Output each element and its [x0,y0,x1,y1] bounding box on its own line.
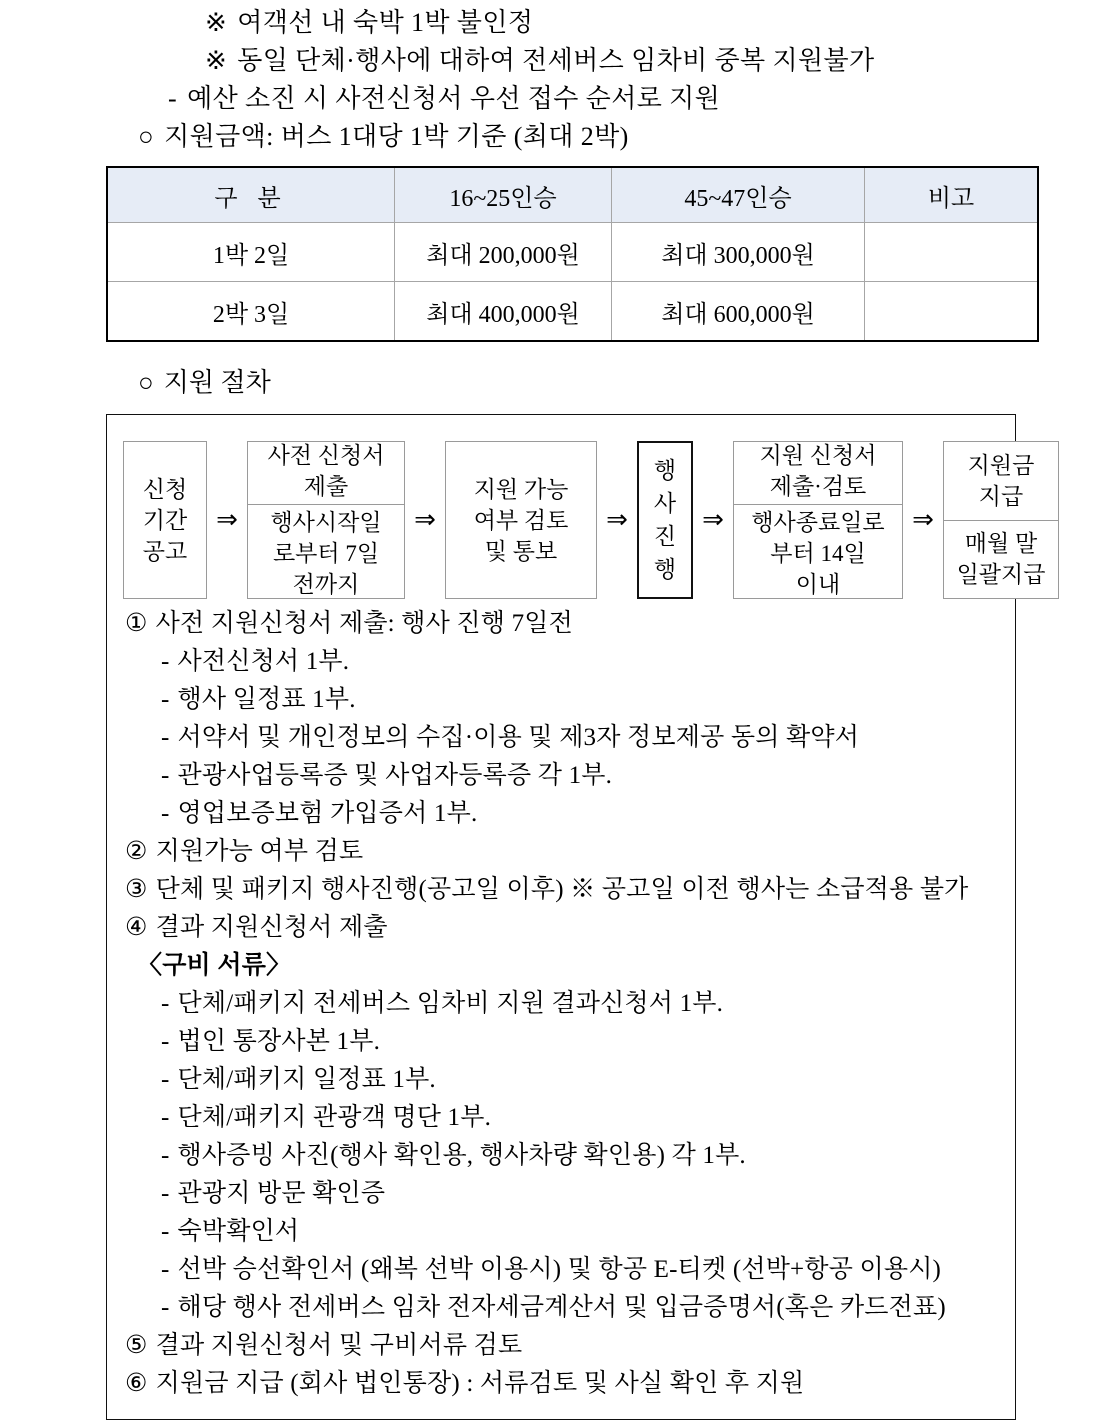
flow-box-line: 사 [653,491,677,516]
reference-mark-icon: ※ [205,46,228,75]
table-header-row [107,167,1038,223]
flow-box-line: 여부 검토 [473,507,569,533]
flow-arrow-icon: ⇒ [912,505,934,535]
flow-arrow-icon: ⇒ [216,505,238,535]
flow-box-line: 지급 [978,483,1024,509]
note-text: 예산 소진 시 사전신청서 우선 접수 순서로 지원 [187,84,721,113]
procedure-sub-item [119,1251,1003,1289]
procedure-step-text: 지원금 지급 (회사 법인통장) : 서류검토 및 사실 확인 후 지원 [155,1370,805,1397]
table-body [107,223,1038,342]
flow-box-line: 행 [653,458,677,483]
flow-box-cell [944,442,1058,520]
dash-marker-icon: - [161,724,170,751]
note-line [0,80,1116,118]
procedure-sub-item [119,1061,1003,1099]
procedure-steps-list [119,605,1003,1403]
flow-box-line: 이내 [795,572,841,597]
procedure-step-text: 선박 승선확인서 (왜복 선박 이용시) 및 항공 E-티켓 (선박+항공 이용시) [177,1256,942,1283]
procedure-step-text: 단체/패키지 전세버스 임차비 지원 결과신청서 1부. [177,990,724,1017]
procedure-step-text: 영업보증보험 가입증서 1부. [177,800,478,827]
table-row [107,282,1038,342]
procedure-heading [0,364,1116,402]
table-cell: 2박 3일 [107,282,395,342]
table-cell [865,223,1039,282]
flow-box-line: 지원 신청서 [759,443,877,468]
circled-number-icon: ② [125,838,148,865]
note-line [0,4,1116,42]
dash-marker-icon: - [161,762,170,789]
procedure-step-item [119,1365,1003,1403]
procedure-step-text: 단체/패키지 일정표 1부. [177,1066,436,1093]
procedure-step-text: 결과 지원신청서 제출 [155,914,388,941]
dash-marker-icon: - [161,1256,170,1283]
flow-box-line: 지원 가능 [473,476,569,502]
note-line [0,42,1116,80]
flow-box-subsidy-payment [943,441,1059,599]
flow-box-line: 지원금 [967,452,1035,478]
procedure-step-text: 법인 통장사본 1부. [177,1028,381,1055]
table-header [107,167,1038,223]
dash-marker-icon: - [161,1180,170,1207]
flow-box-cell [734,504,902,602]
notes-section [0,0,1116,156]
note-line [0,118,1116,156]
flow-box-line: 제출·검토 [769,474,867,499]
procedure-sub-item [119,1023,1003,1061]
procedure-step-text: 〈구비 서류〉 [137,952,292,979]
procedure-heading-text: 지원 절차 [163,368,271,397]
dash-marker-icon: - [161,1294,170,1321]
procedure-sub-item [119,719,1003,757]
circle-marker-icon: ○ [138,122,155,151]
dash-marker-icon: - [161,1104,170,1131]
flow-box-cell [944,520,1058,599]
flow-box-eligibility-review [445,441,597,599]
note-text: 지원금액: 버스 1대당 1박 기준 (최대 2박) [164,122,629,151]
flow-box-line: 기간 [142,507,188,533]
procedure-step-text: 서약서 및 개인정보의 수집·이용 및 제3자 정보제공 동의 확약서 [177,724,860,751]
table-header-cell-16-25: 16~25인승 [395,167,612,223]
flow-box-line: 행사종료일로 [751,510,885,535]
circle-marker-icon: ○ [138,368,154,397]
flow-box-cell [446,442,596,598]
circled-number-icon: ⑤ [125,1332,148,1359]
flow-box-line: 매월 말 [964,531,1038,557]
reference-mark-icon: ※ [205,8,228,37]
procedure-sub-item [119,681,1003,719]
procedure-step-text: 숙박확인서 [177,1218,300,1245]
flow-box-application-period-notice [123,441,207,599]
note-text: 여객선 내 숙박 1박 불인정 [237,8,534,37]
procedure-sub-item [119,1289,1003,1327]
procedure-step-text: 행사 일정표 1부. [177,686,356,713]
table-header-cell-remarks: 비고 [865,167,1039,223]
table-cell: 최대 600,000원 [612,282,865,342]
dash-marker-icon: - [161,1028,170,1055]
dash-marker-icon: - [161,648,170,675]
table-cell: 최대 400,000원 [395,282,612,342]
flow-box-line: 및 통보 [484,538,558,564]
required-documents-heading [119,947,1003,985]
circled-number-icon: ④ [125,914,148,941]
table-header-cell-division: 구 분 [107,167,395,223]
flow-box-line: 제출 [303,474,349,499]
flow-box-line: 부터 14일 [770,541,866,566]
procedure-step-text: 사전 지원신청서 제출: 행사 진행 7일전 [155,610,573,637]
flow-arrow-icon: ⇒ [606,505,628,535]
note-text: 동일 단체·행사에 대하여 전세버스 임차비 중복 지원불가 [237,46,875,75]
table-cell: 최대 200,000원 [395,223,612,282]
flow-box-line: 신청 [142,476,188,502]
procedure-step-item [119,605,1003,643]
table-cell: 최대 300,000원 [612,223,865,282]
procedure-sub-item [119,1175,1003,1213]
procedure-sub-item [119,1137,1003,1175]
circled-number-icon: ③ [125,876,148,903]
dash-marker-icon: - [161,800,170,827]
flow-box-line: 전까지 [292,572,360,597]
flow-box-line: 사전 신청서 [267,443,385,468]
procedure-sub-item [119,1099,1003,1137]
procedure-sub-item [119,795,1003,833]
procedure-step-text: 단체/패키지 관광객 명단 1부. [177,1104,492,1131]
dash-marker-icon: - [161,1066,170,1093]
circled-number-icon: ⑥ [125,1370,148,1397]
flow-arrow-icon: ⇒ [414,505,436,535]
table-header-cell-45-47: 45~47인승 [612,167,865,223]
flow-box-line: 행사시작일 [270,510,382,535]
procedure-sub-item [119,643,1003,681]
flow-box-advance-application-submit [247,441,405,599]
flow-box-support-application-submit-review [733,441,903,599]
dash-marker-icon: - [161,990,170,1017]
procedure-step-item [119,1327,1003,1365]
dash-marker-icon: - [161,1142,170,1169]
table-cell [865,282,1039,342]
procedure-sub-item [119,1213,1003,1251]
procedure-sub-item [119,985,1003,1023]
table-row [107,223,1038,282]
procedure-step-text: 해당 행사 전세버스 임차 전자세금계산서 및 입금증명서(혹은 카드전표) [177,1294,946,1321]
flow-box-cell [639,443,691,597]
procedure-sub-item [119,757,1003,795]
procedure-step-item [119,833,1003,871]
procedure-step-item [119,909,1003,947]
flow-box-cell [248,504,404,602]
procedure-step-text: 단체 및 패키지 행사진행(공고일 이후) ※ 공고일 이전 행사는 소급적용 불가 [155,876,969,903]
process-flowchart [123,441,1046,599]
procedure-step-text: 관광사업등록증 및 사업자등록증 각 1부. [177,762,613,789]
flow-box-cell [124,442,206,598]
flow-box-line: 행 [653,557,677,582]
dash-marker-icon: - [161,1218,170,1245]
flow-box-line: 일괄지급 [956,562,1046,588]
flow-box-line: 공고 [142,538,188,564]
procedure-box [106,414,1046,1420]
procedure-step-text: 지원가능 여부 검토 [155,838,364,865]
procedure-step-text: 관광지 방문 확인증 [177,1180,386,1207]
flow-box-line: 로부터 7일 [272,541,380,566]
flow-box-event-progress [637,441,693,599]
dash-marker-icon: - [168,84,178,113]
flow-box-cell [248,438,404,504]
procedure-step-text: 결과 지원신청서 및 구비서류 검토 [155,1332,523,1359]
flow-box-cell [734,438,902,504]
procedure-step-text: 행사증빙 사진(행사 확인용, 행사차량 확인용) 각 1부. [177,1142,746,1169]
amount-table-container [0,166,1116,342]
procedure-step-item [119,871,1003,909]
flow-box-line: 진 [653,524,677,549]
procedure-step-text: 사전신청서 1부. [177,648,350,675]
support-amount-table [106,166,1039,342]
circled-number-icon: ① [125,610,148,637]
flow-arrow-icon: ⇒ [702,505,724,535]
table-cell: 1박 2일 [107,223,395,282]
dash-marker-icon: - [161,686,170,713]
